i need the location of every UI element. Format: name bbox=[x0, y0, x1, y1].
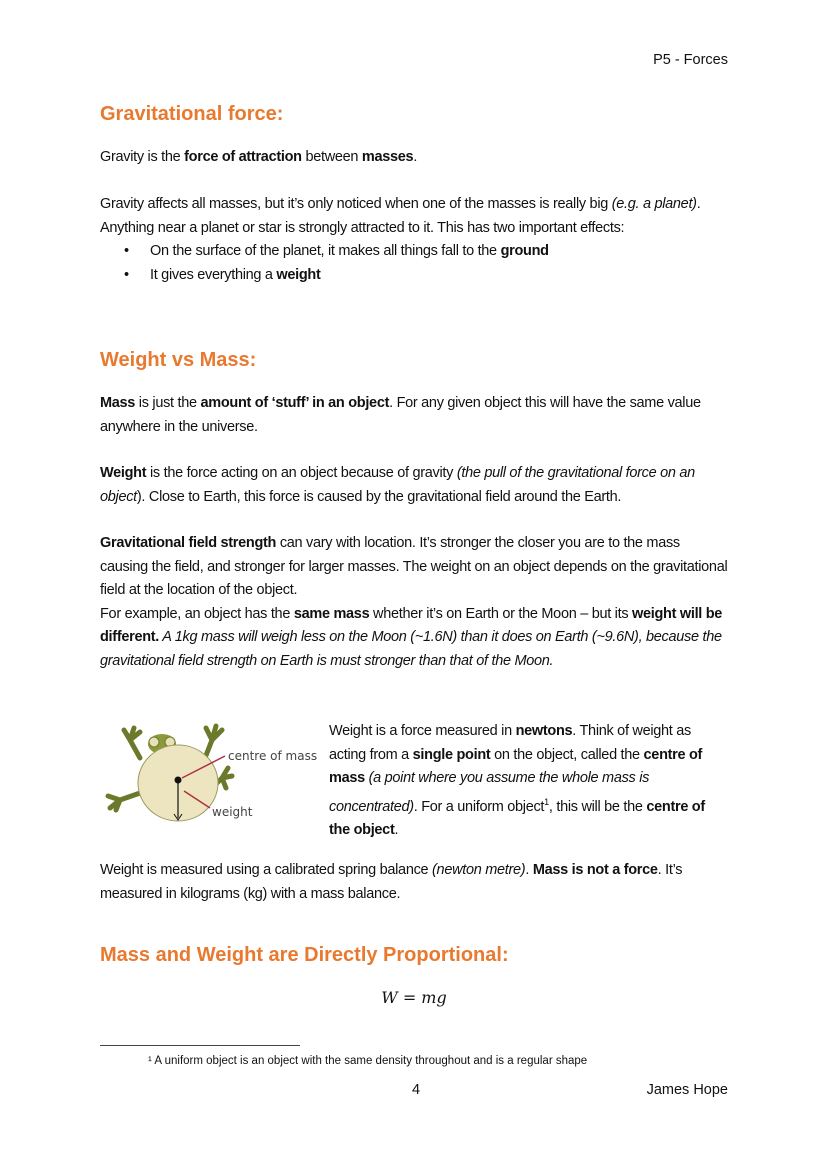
list-item bbox=[100, 264, 730, 288]
paragraph-measuring bbox=[100, 859, 730, 906]
heading-weight-vs-mass: Weight vs Mass: bbox=[100, 349, 257, 371]
paragraph-field-strength bbox=[100, 532, 730, 673]
footnote: ¹ A uniform object is an object with the same density throughout and is a regular shape bbox=[148, 1055, 588, 1067]
paragraph-gravity-affects bbox=[100, 193, 730, 287]
text-segment: whether it’s on Earth or the Moon – but its bbox=[369, 605, 633, 622]
document-header: P5 - Forces bbox=[653, 52, 728, 68]
paragraph-weight-definition bbox=[100, 462, 730, 509]
author-name: James Hope bbox=[646, 1082, 728, 1098]
text-segment: , this will be the bbox=[548, 798, 647, 815]
text-segment: . Think of weight as acting from a bbox=[329, 723, 691, 763]
heading-gravitational-force: Gravitational force: bbox=[100, 103, 284, 125]
bold-text: single point bbox=[412, 746, 491, 763]
sentence bbox=[100, 193, 730, 217]
text-segment: Weight is a force measured in bbox=[329, 723, 516, 739]
list-item bbox=[100, 240, 730, 264]
paragraph-gravity-definition bbox=[100, 146, 730, 170]
bold-text: Weight bbox=[100, 465, 147, 481]
italic-text: (a point where you assume the whole mass is concentrated) bbox=[329, 770, 650, 815]
effects-list bbox=[100, 240, 730, 287]
text-segment: Anything near a planet or star is strongly attracted to it. This has two important effects: bbox=[100, 219, 625, 236]
text-segment: On the surface of the planet, it makes all things fall to the bbox=[150, 243, 501, 259]
bold-text: Mass bbox=[100, 395, 136, 411]
heading-directly-proportional: Mass and Weight are Directly Proportional: bbox=[100, 944, 509, 966]
text-segment: It gives everything a bbox=[150, 266, 277, 283]
bold-text: ground bbox=[500, 243, 549, 259]
text-segment: is the force acting on an object because of gravity bbox=[146, 465, 457, 481]
text-segment: is just the bbox=[135, 395, 201, 411]
bold-text: masses bbox=[361, 149, 414, 165]
frog-centre-of-mass-figure bbox=[100, 718, 320, 833]
text-segment: . It’s measured in kilograms (kg) with a mass balance. bbox=[100, 862, 683, 902]
text-segment: . For any given object this will have the same value anywhere in the universe. bbox=[100, 395, 701, 435]
italic-text: (newton metre) bbox=[432, 862, 526, 878]
text-segment: Gravity affects all masses, but it’s only noticed when one of the masses is really big bbox=[100, 196, 612, 212]
text-segment: can vary with location. It’s stronger the closer you are to the mass causing the field, and stronger for larger masses. The weight on an object depends on the gravitational field at the location of the object. bbox=[100, 535, 728, 598]
bold-text: force of attraction bbox=[184, 149, 302, 165]
text-segment: . For a uniform object bbox=[413, 798, 545, 815]
footnote-marker: 1 bbox=[544, 796, 549, 807]
footnote-divider bbox=[100, 1045, 300, 1046]
bold-text: newtons bbox=[515, 723, 573, 739]
label-weight: weight bbox=[212, 805, 253, 819]
text-segment: . bbox=[525, 862, 533, 878]
sentence bbox=[100, 217, 730, 241]
paragraph-newtons bbox=[329, 720, 729, 842]
bold-text: centre of mass bbox=[329, 746, 703, 786]
sentence bbox=[100, 532, 730, 603]
bold-text: same mass bbox=[293, 605, 370, 622]
sentence bbox=[100, 603, 730, 674]
italic-text: (the pull of the gravitational force on an object bbox=[100, 465, 695, 505]
bold-text: centre of the object bbox=[329, 798, 705, 838]
text-segment: ). Close to Earth, this force is caused by the gravitational field around the Earth. bbox=[136, 488, 622, 505]
italic-text: (e.g. a planet) bbox=[611, 196, 697, 212]
italic-text: A 1kg mass will weigh less on the Moon (~1.6N) than it does on Earth (~9.6N), because the gravitational field strength on Earth is must stronger than that of the Moon. bbox=[100, 629, 722, 669]
bold-text: amount of ‘stuff’ in an object bbox=[200, 395, 390, 411]
text-segment: . bbox=[394, 821, 399, 838]
text-segment: . bbox=[696, 196, 701, 212]
text-segment: Weight is measured using a calibrated spring balance bbox=[100, 862, 433, 878]
text-segment: For example, an object has the bbox=[100, 605, 294, 622]
text-segment: Gravity is the bbox=[100, 149, 185, 165]
label-centre-of-mass: centre of mass bbox=[228, 749, 318, 763]
paragraph-mass-definition bbox=[100, 392, 730, 439]
bold-text: Mass is not a force bbox=[532, 862, 658, 878]
bold-text: weight bbox=[276, 266, 321, 283]
bold-text: weight will be different. bbox=[100, 605, 723, 645]
page-number: 4 bbox=[412, 1082, 421, 1098]
text-segment: between bbox=[301, 149, 362, 165]
text-segment: on the object, called the bbox=[490, 746, 644, 763]
weight-formula: W = mg bbox=[381, 988, 447, 1007]
text-segment: . bbox=[413, 149, 418, 165]
bold-text: Gravitational field strength bbox=[100, 535, 277, 551]
